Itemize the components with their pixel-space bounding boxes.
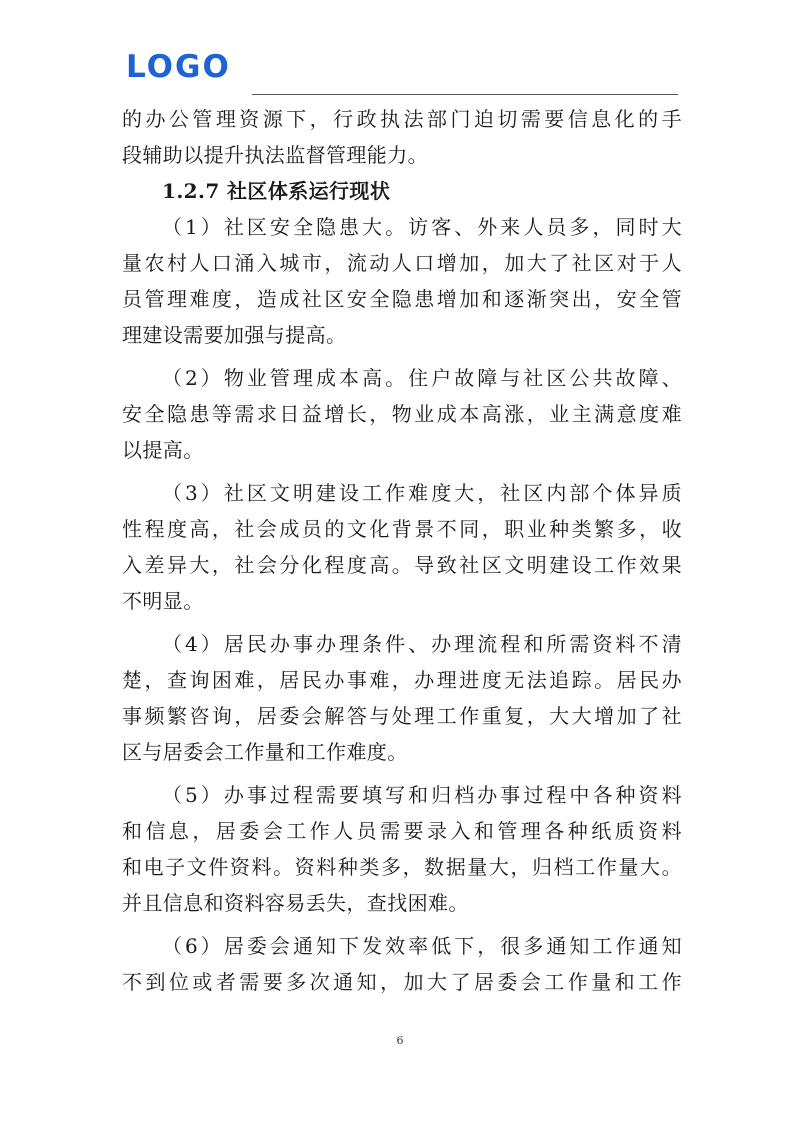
paragraph-gap — [122, 619, 682, 626]
paragraph-line: 入差异大，社会分化程度高。导致社区文明建设工作效果 — [122, 553, 682, 577]
paragraph-line: 和信息，居委会工作人员需要录入和管理各种纸质资料 — [122, 819, 682, 843]
paragraph-line: 理建设需要加强与提高。 — [122, 323, 347, 347]
paragraph-line: （6）居委会通知下发效率低下，很多通知工作通知 — [162, 934, 682, 958]
paragraph-line: 不明显。 — [122, 589, 204, 613]
page-number: 6 — [396, 1034, 404, 1047]
paragraph-line: 事频繁咨询，居委会解答与处理工作重复，大大增加了社 — [122, 704, 682, 728]
paragraph-line: 性程度高，社会成员的文化背景不同，职业种类繁多，收 — [122, 517, 682, 541]
document-body — [122, 101, 682, 1000]
paragraph-line: 员管理难度，造成社区安全隐患增加和逐渐突出，安全管 — [122, 287, 682, 311]
paragraph-line: 楚，查询困难，居民办事难，办理进度无法追踪。居民办 — [122, 668, 682, 692]
intro-line: 段辅助以提升执法监督管理能力。 — [122, 143, 428, 167]
paragraph-gap — [122, 770, 682, 777]
paragraph-2 — [122, 360, 682, 468]
paragraph-4 — [122, 626, 682, 770]
intro-line: 的办公管理资源下，行政执法部门迫切需要信息化的手 — [122, 107, 682, 131]
paragraph-gap — [122, 921, 682, 928]
paragraph-line: （3）社区文明建设工作难度大，社区内部个体异质 — [162, 481, 682, 505]
paragraph-line: 和电子文件资料。资料种类多，数据量大，归档工作量大。 — [122, 855, 682, 879]
paragraph-line: 以提高。 — [122, 438, 204, 462]
paragraph-line: （5）办事过程需要填写和归档办事过程中各种资料 — [162, 783, 682, 807]
paragraph-line: 并且信息和资料容易丢失，查找困难。 — [122, 891, 469, 915]
paragraph-line: 区与居委会工作量和工作难度。 — [122, 740, 408, 764]
paragraph-gap — [122, 468, 682, 475]
paragraph-line: 安全隐患等需求日益增长，物业成本高涨，业主满意度难 — [122, 402, 682, 426]
paragraph-5 — [122, 777, 682, 921]
paragraph-line: 不到位或者需要多次通知，加大了居委会工作量和工作 — [122, 970, 682, 994]
section-heading: 1.2.7 社区体系运行现状 — [162, 179, 391, 203]
paragraph-line: （1）社区安全隐患大。访客、外来人员多，同时大 — [162, 215, 682, 239]
paragraph-gap — [122, 353, 682, 360]
paragraph-3 — [122, 475, 682, 619]
paragraph-line: （4）居民办事办理条件、办理流程和所需资料不清 — [162, 632, 682, 656]
paragraph-line: （2）物业管理成本高。住户故障与社区公共故障、 — [162, 366, 682, 390]
header-divider — [252, 94, 678, 95]
paragraph-1 — [122, 209, 682, 353]
logo: LOGO — [126, 49, 231, 85]
paragraph-line: 量农村人口涌入城市，流动人口增加，加大了社区对于人 — [122, 251, 682, 275]
paragraph-6 — [122, 928, 682, 1000]
